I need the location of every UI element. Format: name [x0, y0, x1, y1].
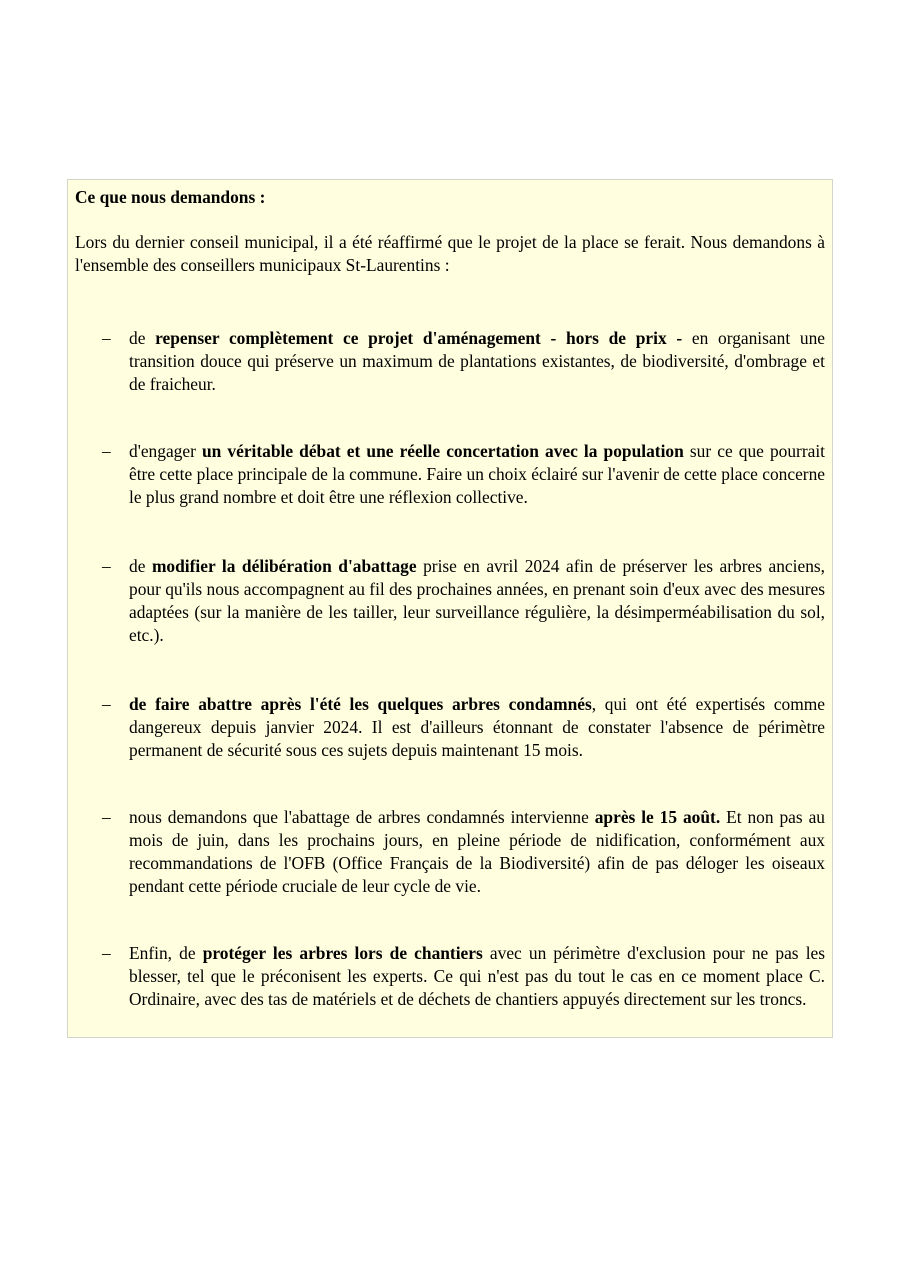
dash-bullet: – [102, 328, 111, 348]
demands-box [67, 179, 833, 1038]
dash-bullet: – [102, 943, 111, 963]
list-item [75, 440, 825, 509]
item-text: avec un périmètre d'exclusion pour ne pas les blesser, tel que le préconisent les experts. Ce qui n'est pas du tout le cas en ce moment place C. Ordinaire, avec des tas de matériels et de déchets de chantiers appuyés directement sur les troncs. [129, 943, 826, 1009]
demands-list [75, 327, 825, 1011]
item-text: de [129, 556, 152, 576]
item-emphasis: un véritable débat et une réelle concertation avec la population [201, 441, 684, 461]
list-item [75, 942, 825, 1011]
list-item [75, 806, 825, 898]
dash-bullet: – [102, 441, 111, 461]
item-text: , qui ont été expertisés comme dangereux depuis janvier 2024. Il est d'ailleurs étonnant de constater l'absence de périmètre permanent de sécurité sous ces sujets depuis maintenant 15 mois. [129, 694, 825, 760]
list-item [75, 693, 825, 762]
item-text: en organisant une transition douce qui préserve un maximum de plantations existantes, de biodiversité, d'ombrage et de fraicheur. [129, 328, 825, 394]
item-emphasis: repenser complètement ce projet d'aménagement - hors de prix - [155, 328, 683, 348]
intro-paragraph: Lors du dernier conseil municipal, il a été réaffirmé que le projet de la place se ferait. Nous demandons à l'ensemble des conseillers municipaux St-Laurentins : [75, 232, 825, 275]
item-text: prise en avril 2024 afin de préserver les arbres anciens, pour qu'ils nous accompagnent au fil des prochaines années, en prenant soin d'eux avec des mesures adaptées (sur la manière de les tailler, leur surveillance régulière, la désimperméabilisation du sol, etc.). [129, 556, 826, 645]
item-emphasis: après le 15 août. [594, 807, 721, 827]
item-text: sur ce que pourrait être cette place principale de la commune. Faire un choix éclairé sur l'avenir de cette place concerne le plus grand nombre et doit être une réflexion collective. [129, 441, 826, 507]
item-text: Et non pas au mois de juin, dans les prochains jours, en pleine période de nidification, conformément aux recommandations de l'OFB (Office Français de la Biodiversité) afin de pas déloger les oiseaux pendant cette période cruciale de leur cycle de vie. [129, 807, 825, 896]
section-heading: Ce que nous demandons : [75, 187, 266, 207]
dash-bullet: – [102, 556, 111, 576]
item-emphasis: modifier la délibération d'abattage [151, 556, 417, 576]
item-emphasis: protéger les arbres lors de chantiers [202, 943, 483, 963]
item-text: d'engager [129, 441, 202, 461]
item-text: de [129, 328, 156, 348]
dash-bullet: – [102, 807, 111, 827]
item-text: nous demandons que l'abattage de arbres condamnés intervienne [129, 807, 595, 827]
list-item [75, 327, 825, 396]
item-text: Enfin, de [129, 943, 203, 963]
list-item [75, 555, 825, 647]
item-emphasis: de faire abattre après l'été les quelques arbres condamnés [129, 694, 592, 714]
dash-bullet: – [102, 694, 111, 714]
